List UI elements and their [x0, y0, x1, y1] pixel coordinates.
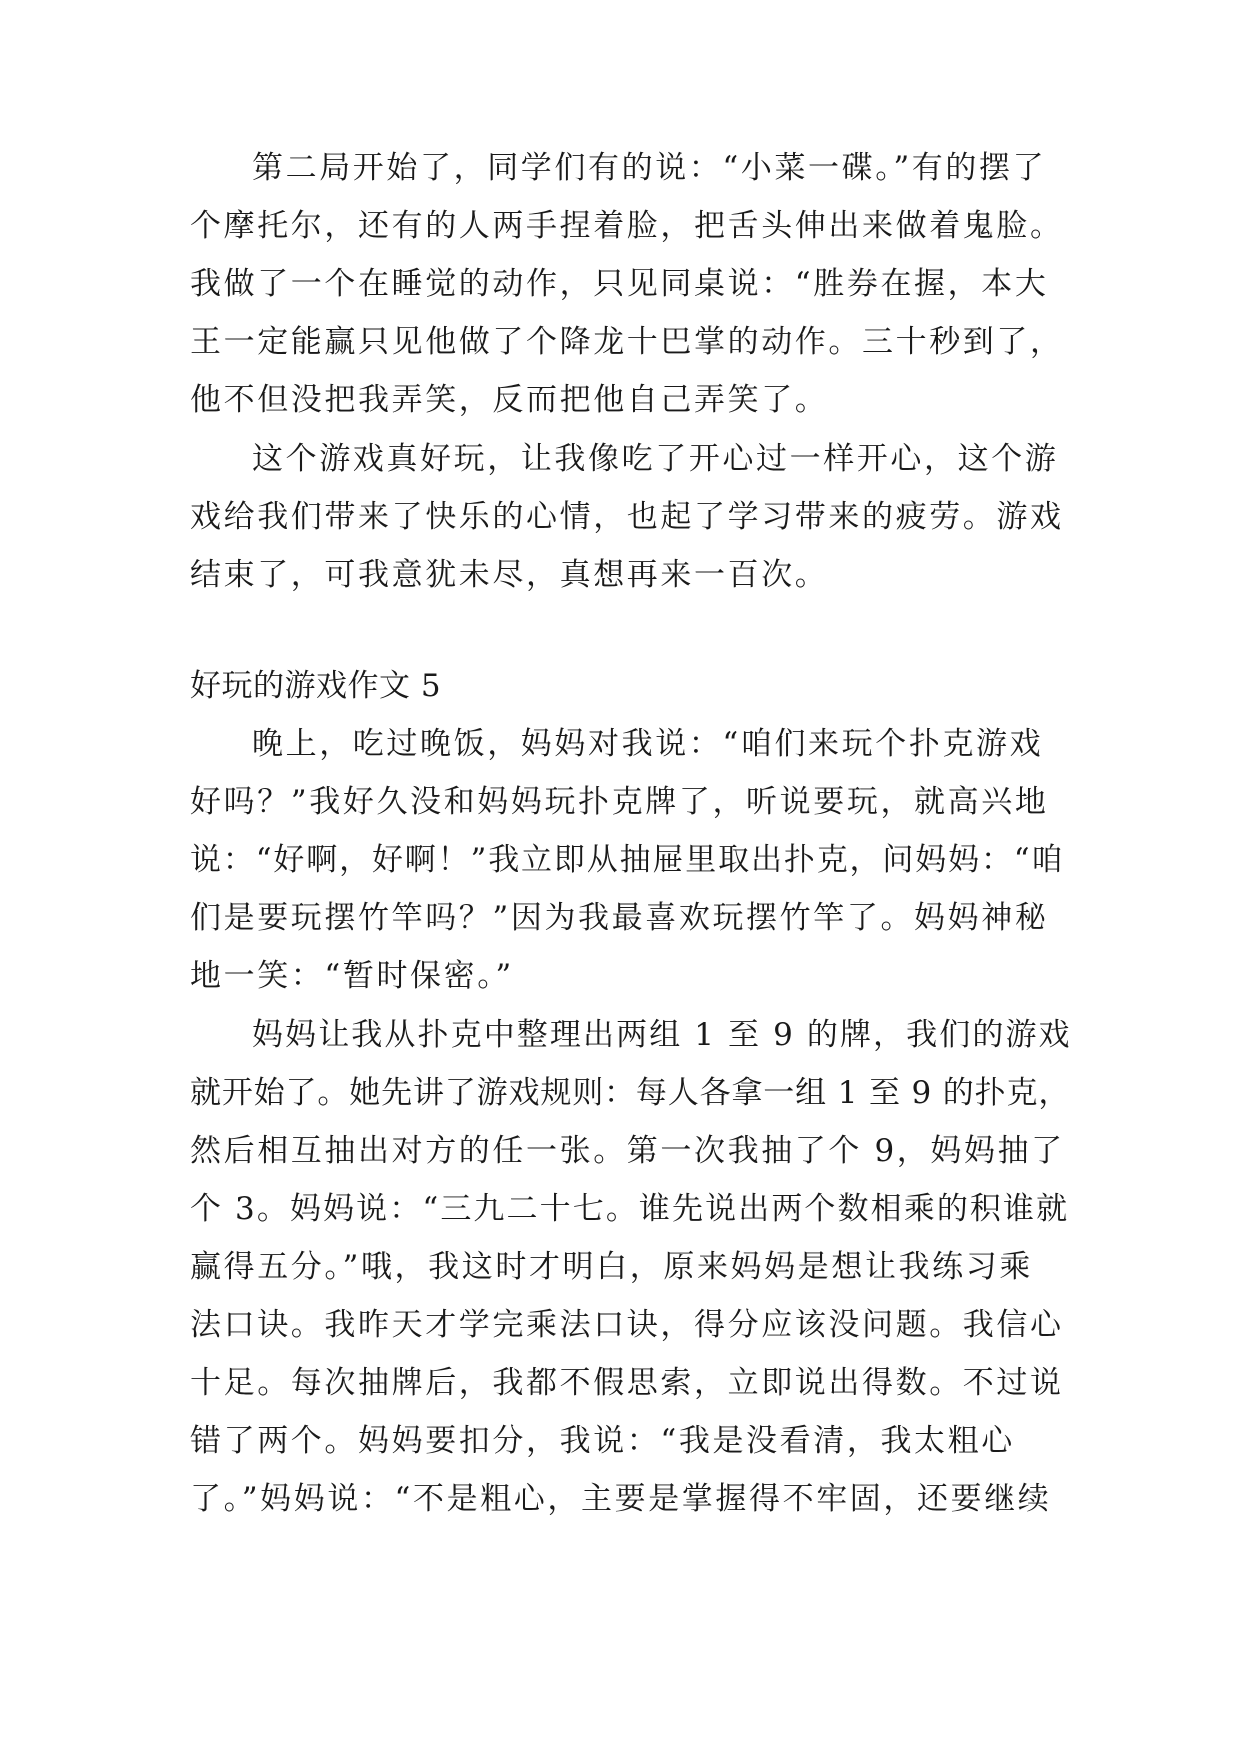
paragraph-line: 就开始了。她先讲了游戏规则：每人各拿一组 1 至 9 的扑克， — [190, 1075, 1071, 1111]
paragraph-line: 们是要玩摆竹竿吗？”因为我最喜欢玩摆竹竿了。妈妈神秘 — [190, 900, 1049, 936]
paragraph-line: 地一笑：“暂时保密。” — [190, 958, 514, 994]
paragraph-line: 我做了一个在睡觉的动作，只见同桌说：“胜券在握，本大 — [190, 266, 1049, 302]
section-heading: 好玩的游戏作文 5 — [190, 668, 442, 704]
paragraph-line: 十足。每次抽牌后，我都不假思索，立即说出得数。不过说 — [190, 1365, 1064, 1401]
paragraph-line: 好吗？”我好久没和妈妈玩扑克牌了，听说要玩，就高兴地 — [190, 784, 1049, 820]
paragraph-line: 错了两个。妈妈要扣分，我说：“我是没看清，我太粗心 — [190, 1423, 1015, 1459]
paragraph-line: 第二局开始了，同学们有的说：“小菜一碟。”有的摆了 — [252, 150, 1047, 186]
paragraph-line: 他不但没把我弄笑，反而把他自己弄笑了。 — [190, 382, 829, 418]
paragraph-line: 王一定能赢只见他做了个降龙十巴掌的动作。三十秒到了， — [190, 324, 1064, 360]
paragraph-line: 戏给我们带来了快乐的心情，也起了学习带来的疲劳。游戏 — [190, 499, 1064, 535]
paragraph-line: 说：“好啊，好啊！”我立即从抽屉里取出扑克，问妈妈：“咱 — [190, 842, 1065, 878]
paragraph-line: 个摩托尔，还有的人两手捏着脸，把舌头伸出来做着鬼脸。 — [190, 208, 1064, 244]
paragraph-line: 个 3。妈妈说：“三九二十七。谁先说出两个数相乘的积谁就 — [190, 1191, 1070, 1227]
paragraph-line: 妈妈让我从扑克中整理出两组 1 至 9 的牌，我们的游戏 — [252, 1017, 1072, 1053]
paragraph-line: 然后相互抽出对方的任一张。第一次我抽了个 9，妈妈抽了 — [190, 1133, 1065, 1169]
paragraph-line: 了。”妈妈说：“不是粗心，主要是掌握得不牢固，还要继续 — [190, 1481, 1052, 1517]
paragraph-line: 晚上，吃过晚饭，妈妈对我说：“咱们来玩个扑克游戏 — [252, 726, 1044, 762]
paragraph-line: 法口诀。我昨天才学完乘法口诀，得分应该没问题。我信心 — [190, 1307, 1064, 1343]
paragraph-line: 赢得五分。”哦，我这时才明白，原来妈妈是想让我练习乘 — [190, 1249, 1033, 1285]
paragraph-line: 结束了，可我意犹未尽，真想再来一百次。 — [190, 557, 829, 593]
paragraph-line: 这个游戏真好玩，让我像吃了开心过一样开心，这个游 — [252, 441, 1059, 477]
